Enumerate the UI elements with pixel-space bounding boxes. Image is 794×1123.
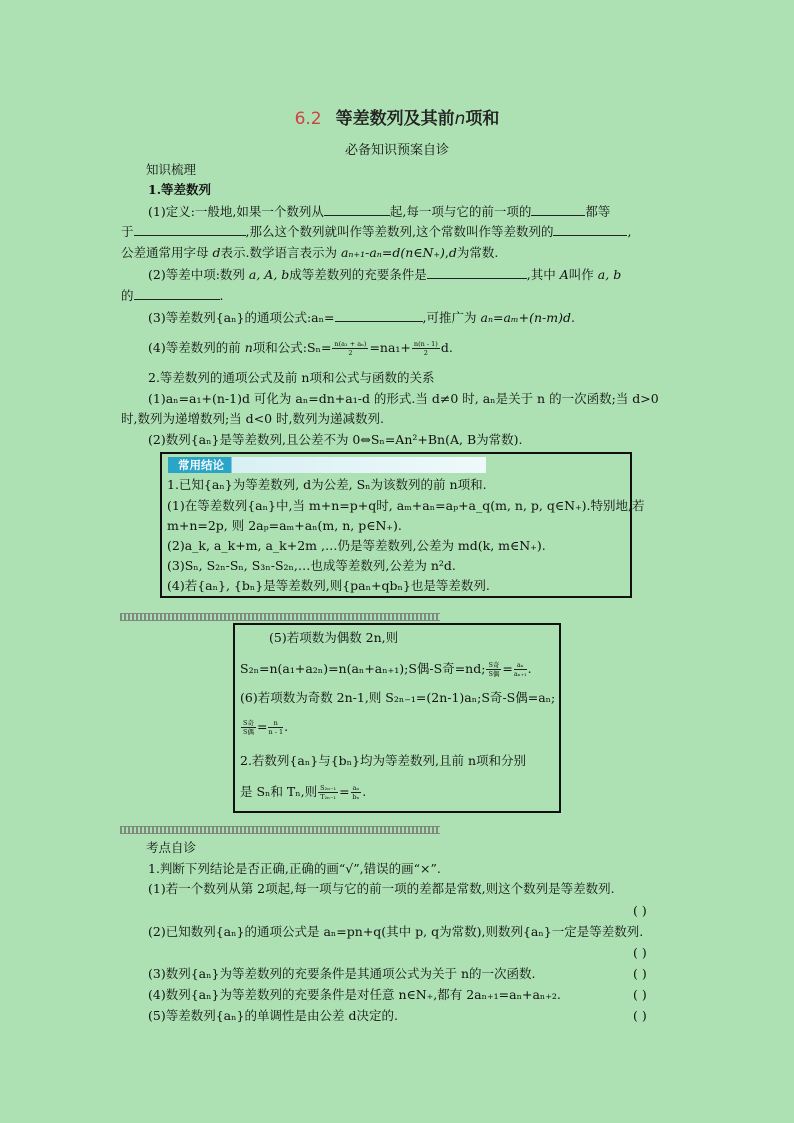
question-5: (5)等差数列{aₙ}的单调性是由公差 d决定的. xyxy=(148,1008,398,1023)
extra-line-4: $\frac{\text{S奇}}{\text{S偶}}$ = $\frac{n}{n - 1}$ . xyxy=(243,719,289,736)
extra-conclusions-box xyxy=(233,623,561,813)
sum-fraction-2: $\frac{n(n - 1)}{2}$ xyxy=(413,340,438,357)
divider xyxy=(120,826,440,834)
divider xyxy=(120,613,440,621)
function-relation-line-3: (2)数列{aₙ}是等差数列,且公差不为 0⇔Sₙ=An²+Bn(A, B为常数). xyxy=(148,432,523,447)
common-conclusions-box xyxy=(160,452,645,598)
definition-line-3: 公差通常用字母 d表示.数学语言表示为 aₙ₊₁-aₙ=d(n∈N₊),d为常数. xyxy=(121,245,499,260)
conclusion-line-3: m+n=2p, 则 2aₚ=aₘ+aₙ(m, n, p∈N₊). xyxy=(167,518,402,533)
knowledge-p1-heading: 1.等差数列 xyxy=(148,182,212,197)
function-relation-line-2: 时,数列为递增数列;当 d<0 时,数列为递减数列. xyxy=(121,411,385,426)
answer-parens-3[interactable]: ( ) xyxy=(633,966,647,981)
subtitle: 必备知识预案自诊 xyxy=(344,143,449,158)
sum-formula: (4)等差数列的前 n项和公式:Sₙ= $\frac{\text{n(a₁ + aₙ)}}{2}$ =na₁+ $\frac{n(n - 1)}{2}$ d. xyxy=(148,340,453,357)
extra-line-1: (5)若项数为偶数 2n,则 xyxy=(269,630,399,645)
conclusion-line-5: (3)Sₙ, S₂ₙ-Sₙ, S₃ₙ-S₂ₙ,…也成等差数列,公差为 n²d. xyxy=(167,558,456,573)
function-relation-line-1: (1)aₙ=a₁+(n-1)d 可化为 aₙ=dn+a₁-d 的形式.当 d≠0 时, aₙ是关于 n 的一次函数;当 d>0 xyxy=(148,391,659,406)
answer-parens-5[interactable]: ( ) xyxy=(633,1008,647,1023)
answer-parens-1[interactable]: ( ) xyxy=(633,903,647,918)
sum-fraction-1: $\frac{\text{n(a₁ + aₙ)}}{2}$ xyxy=(334,340,367,357)
conclusions-tag: 常用结论 xyxy=(168,457,486,473)
conclusion-line-1: 1.已知{aₙ}为等差数列, d为公差, Sₙ为该数列的前 n项和. xyxy=(167,477,487,492)
middle-term-line-2: 的 . xyxy=(121,288,224,303)
section-number: 6.2 xyxy=(294,109,322,129)
conclusion-line-6: (4)若{aₙ}, {bₙ}是等差数列,则{paₙ+qbₙ}也是等差数列. xyxy=(167,578,490,593)
exam-heading: 考点自诊 xyxy=(146,840,197,855)
definition-line-2: 于 ,那么这个数列就叫作等差数列,这个常数叫作等差数列的 , xyxy=(121,224,632,239)
question-4: (4)数列{aₙ}为等差数列的充要条件是对任意 n∈N₊,都有 2aₙ₊₁=aₙ+aₙ₊₂. xyxy=(148,987,561,1002)
question-2: (2)已知数列{aₙ}的通项公式是 aₙ=pn+q(其中 p, q为常数),则数列{aₙ}一定是等差数列. xyxy=(148,924,644,939)
general-term-formula: (3)等差数列{aₙ}的通项公式:aₙ= ,可推广为 aₙ=aₘ+(n-m)d. xyxy=(148,310,575,325)
knowledge-p2-heading: 2.等差数列的通项公式及前 n项和公式与函数的关系 xyxy=(148,370,435,385)
question-1: (1)若一个数列从第 2项起,每一项与它的前一项的差都是常数,则这个数列是等差数列. xyxy=(148,881,615,896)
section-title: 6.2 等差数列及其前n项和 xyxy=(294,109,500,129)
answer-parens-2[interactable]: ( ) xyxy=(633,945,647,960)
answer-parens-4[interactable]: ( ) xyxy=(633,987,647,1002)
extra-line-3: (6)若项数为奇数 2n-1,则 S₂ₙ₋₁=(2n-1)aₙ;S奇-S偶=aₙ; xyxy=(240,690,556,705)
extra-line-6: 是 Sₙ和 Tₙ,则 $\frac{\text{S₂ₙ₋₁}}{\text{T₂ₙ₋₁}}$ = $\frac{\text{aₙ}}{\text{bₙ}}$ . xyxy=(240,784,367,801)
question-3: (3)数列{aₙ}为等差数列的充要条件是其通项公式为关于 n的一次函数. xyxy=(148,966,536,981)
conclusion-line-4: (2)a_k, a_k+m, a_k+2m ,…仍是等差数列,公差为 md(k, m∈N₊). xyxy=(167,538,546,553)
exam-intro: 1.判断下列结论是否正确,正确的画“√”,错误的画“×”. xyxy=(148,861,441,876)
extra-line-5: 2.若数列{aₙ}与{bₙ}均为等差数列,且前 n项和分别 xyxy=(240,753,527,768)
definition-line-1: (1)定义:一般地,如果一个数列从 起,每一项与它的前一项的 都等 xyxy=(148,204,611,219)
conclusion-line-2: (1)在等差数列{aₙ}中,当 m+n=p+q时, aₘ+aₙ=aₚ+a_q(m, n, p, q∈N₊).特别地,若 xyxy=(167,498,645,513)
knowledge-heading: 知识梳理 xyxy=(146,162,197,177)
extra-line-2: S₂ₙ=n(a₁+a₂ₙ)=n(aₙ+aₙ₊₁);S偶-S奇=nd; $\frac{\text{S奇}}{\text{S偶}}$ = $\frac{\text{aₙ}}{\text{aₙ₊₁}}$ . xyxy=(240,661,532,678)
middle-term-line-1: (2)等差中项:数列 a, A, b成等差数列的充要条件是 ,其中 A叫作 a, b xyxy=(148,267,622,282)
